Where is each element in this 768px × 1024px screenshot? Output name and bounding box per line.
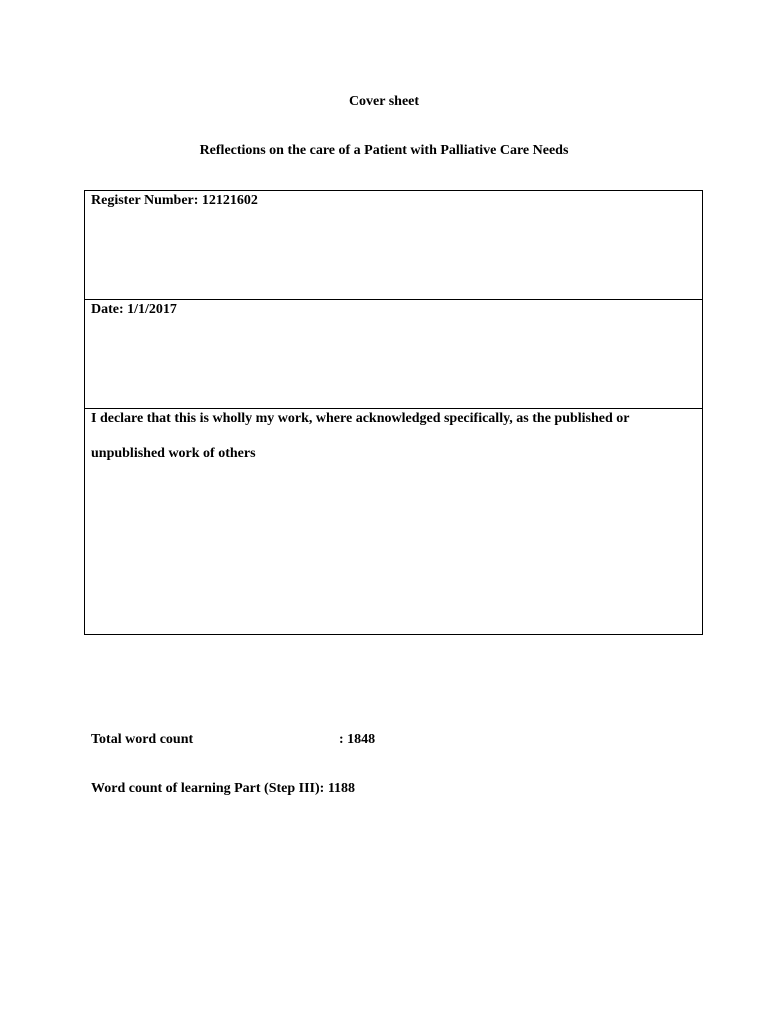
date-cell bbox=[85, 300, 702, 409]
cover-sheet-title: Cover sheet bbox=[348, 94, 420, 109]
date-text: Date: 1/1/2017 bbox=[91, 302, 177, 317]
learning-word-count: Word count of learning Part (Step III): 1188 bbox=[91, 781, 356, 796]
document-subtitle: Reflections on the care of a Patient with Palliative Care Needs bbox=[199, 143, 569, 158]
total-word-count-value: : 1848 bbox=[339, 732, 376, 747]
total-word-count-label: Total word count bbox=[91, 732, 194, 747]
declaration-cell bbox=[85, 409, 702, 634]
declaration-line-2: unpublished work of others bbox=[91, 446, 256, 461]
register-number-cell bbox=[85, 191, 702, 300]
register-number-text: Register Number: 12121602 bbox=[91, 193, 258, 208]
declaration-text bbox=[91, 410, 691, 480]
declaration-line-1: I declare that this is wholly my work, where acknowledged specifically, as the published or bbox=[91, 411, 630, 426]
cover-form-table bbox=[84, 190, 703, 635]
total-word-count bbox=[91, 731, 375, 749]
